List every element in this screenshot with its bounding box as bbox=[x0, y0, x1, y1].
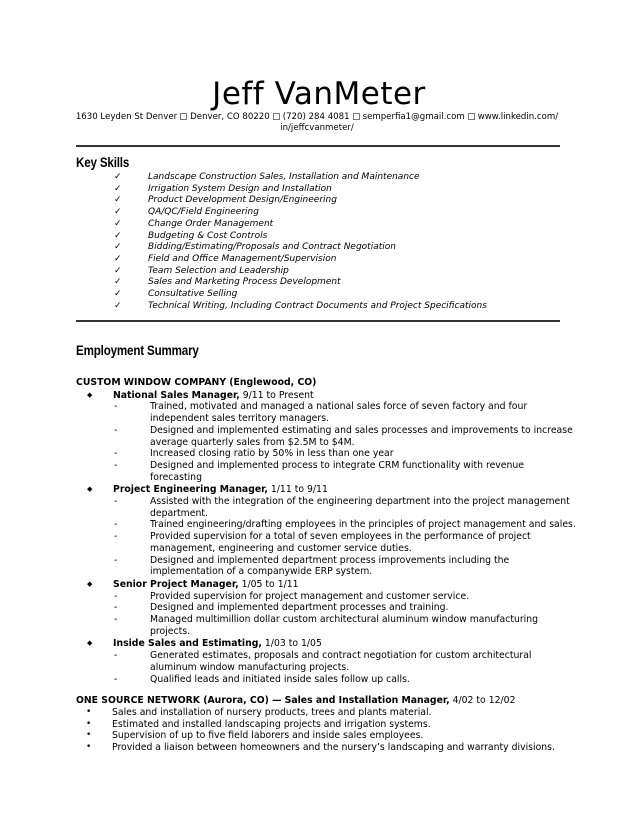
skills-list bbox=[114, 172, 574, 312]
skill-item: ✓ Field and Office Management/Supervision bbox=[114, 253, 337, 264]
company-name: CUSTOM WINDOW COMPANY (Englewood, CO) bbox=[76, 377, 317, 388]
job-entry bbox=[76, 390, 576, 402]
website-link[interactable]: www.linkedin.com/ in/jeffcvanmeter/ bbox=[280, 112, 559, 133]
key-skills-heading: Key Skills bbox=[76, 155, 130, 170]
skill-item: ✓ Bidding/Estimating/Proposals and Contract Negotiation bbox=[114, 242, 396, 253]
separator-box-icon bbox=[468, 113, 475, 120]
check-icon: ✓ bbox=[114, 218, 122, 229]
check-icon: ✓ bbox=[114, 277, 122, 288]
job-dates: 1/05 to 1/11 bbox=[238, 578, 299, 590]
bullet-icon: • bbox=[86, 706, 92, 717]
job-line: - Designed and implemented department process improvements including the implementation of a companywide ERP system. bbox=[114, 554, 510, 578]
separator-box-icon bbox=[273, 113, 280, 120]
check-icon: ✓ bbox=[114, 207, 122, 218]
job-line: - Assisted with the integration of the engineering department into the project management department. bbox=[114, 496, 570, 519]
check-icon: ✓ bbox=[114, 230, 122, 241]
resume-name: Jeff VanMeter bbox=[212, 76, 426, 112]
job-line: - Trained engineering/drafting employees in the principles of project management and sales. bbox=[114, 519, 576, 531]
job-line: - Designed and implemented estimating and sales processes and improvements to increase average quarterly sales from $2.5M to $4M. bbox=[114, 424, 573, 448]
separator-box-icon bbox=[353, 113, 360, 120]
divider bbox=[76, 145, 560, 147]
skill-item: ✓ Budgeting & Cost Controls bbox=[114, 230, 268, 241]
job-line: - Qualified leads and initiated inside sales follow up calls. bbox=[114, 673, 410, 685]
job-entry bbox=[76, 484, 576, 496]
separator-box-icon bbox=[180, 113, 187, 120]
check-icon: ✓ bbox=[114, 289, 122, 300]
job-line: - Designed and implemented department processes and training. bbox=[114, 602, 449, 614]
check-icon: ✓ bbox=[114, 265, 122, 276]
job-entry bbox=[76, 638, 576, 650]
divider bbox=[76, 320, 560, 322]
skill-item: ✓ Technical Writing, Including Contract Documents and Project Specifications bbox=[114, 300, 487, 311]
job-dates: 1/11 to 9/11 bbox=[267, 484, 328, 496]
company-name: ONE SOURCE NETWORK (Aurora, CO) — Sales and Installation Manager, bbox=[76, 695, 450, 707]
job-title: Inside Sales and Estimating, bbox=[113, 638, 262, 650]
skill-item: ✓ Irrigation System Design and Installation bbox=[114, 183, 332, 194]
job-dates: 1/03 to 1/05 bbox=[261, 638, 322, 650]
job-line: - Increased closing ratio by 50% in less than one year bbox=[114, 448, 394, 460]
bullet-item: • Estimated and installed landscaping projects and irrigation systems. bbox=[86, 718, 431, 730]
check-icon: ✓ bbox=[114, 195, 122, 206]
city: Denver, CO 80220 bbox=[190, 112, 270, 122]
company-entry bbox=[76, 695, 576, 707]
check-icon: ✓ bbox=[114, 172, 122, 182]
employment-section bbox=[76, 377, 576, 754]
check-icon: ✓ bbox=[114, 300, 122, 311]
diamond-bullet-icon: ◆ bbox=[87, 639, 93, 648]
diamond-bullet-icon: ◆ bbox=[87, 579, 93, 588]
job-dates: 9/11 to Present bbox=[239, 389, 314, 401]
job-entry bbox=[76, 579, 576, 591]
bullet-item: • Sales and installation of nursery products, trees and plants material. bbox=[86, 706, 432, 718]
skill-item: ✓ Team Selection and Leadership bbox=[114, 265, 289, 276]
job-line: - Provided supervision for project management and customer service. bbox=[114, 590, 470, 602]
phone: (720) 284 4081 bbox=[282, 112, 350, 122]
skill-item: ✓ Consultative Selling bbox=[114, 289, 238, 300]
diamond-bullet-icon: ◆ bbox=[87, 390, 93, 399]
bullet-icon: • bbox=[86, 742, 92, 753]
employment-summary-heading: Employment Summary bbox=[76, 343, 199, 358]
bullet-item: • Supervision of up to five field laborers and inside sales employees. bbox=[86, 730, 424, 742]
skill-item: ✓ Sales and Marketing Process Development bbox=[114, 277, 341, 288]
bullet-item: • Provided a liaison between homeowners and the nursery’s landscaping and warranty divisions. bbox=[86, 742, 555, 754]
bullet-icon: • bbox=[86, 718, 92, 729]
job-line: - Trained, motivated and managed a national sales force of seven factory and four independent sales territory managers. bbox=[114, 401, 528, 425]
diamond-bullet-icon: ◆ bbox=[87, 485, 93, 494]
job-line: - Designed and implemented process to integrate CRM functionality with revenue forecasting bbox=[114, 459, 525, 483]
address: 1630 Leyden St Denver bbox=[75, 112, 178, 122]
job-dates: 4/02 to 12/02 bbox=[449, 695, 516, 707]
job-title: Project Engineering Manager, bbox=[113, 484, 268, 496]
job-line: - Generated estimates, proposals and contract negotiation for custom architectural aluminum window manufacturing projects. bbox=[114, 650, 532, 673]
email[interactable]: semperfia1@gmail.com bbox=[362, 112, 465, 122]
skill-item: ✓ QA/QC/Field Engineering bbox=[114, 207, 259, 218]
skill-item: ✓ Product Development Design/Engineering bbox=[114, 195, 337, 206]
skill-item: ✓ Change Order Management bbox=[114, 218, 274, 229]
check-icon: ✓ bbox=[114, 253, 122, 264]
check-icon: ✓ bbox=[114, 183, 122, 194]
check-icon: ✓ bbox=[114, 242, 122, 253]
job-line: - Managed multimillion dollar custom architectural aluminum window manufacturing projects. bbox=[114, 614, 539, 637]
skill-item: ✓ Landscape Construction Sales, Installation and Maintenance bbox=[114, 172, 420, 182]
bullet-icon: • bbox=[86, 730, 92, 741]
job-title: Senior Project Manager, bbox=[113, 578, 239, 590]
job-line: - Provided supervision for a total of seven employees in the performance of project management, engineering and customer service duties. bbox=[114, 531, 531, 554]
contact-line bbox=[72, 112, 562, 134]
job-title: National Sales Manager, bbox=[113, 389, 240, 401]
